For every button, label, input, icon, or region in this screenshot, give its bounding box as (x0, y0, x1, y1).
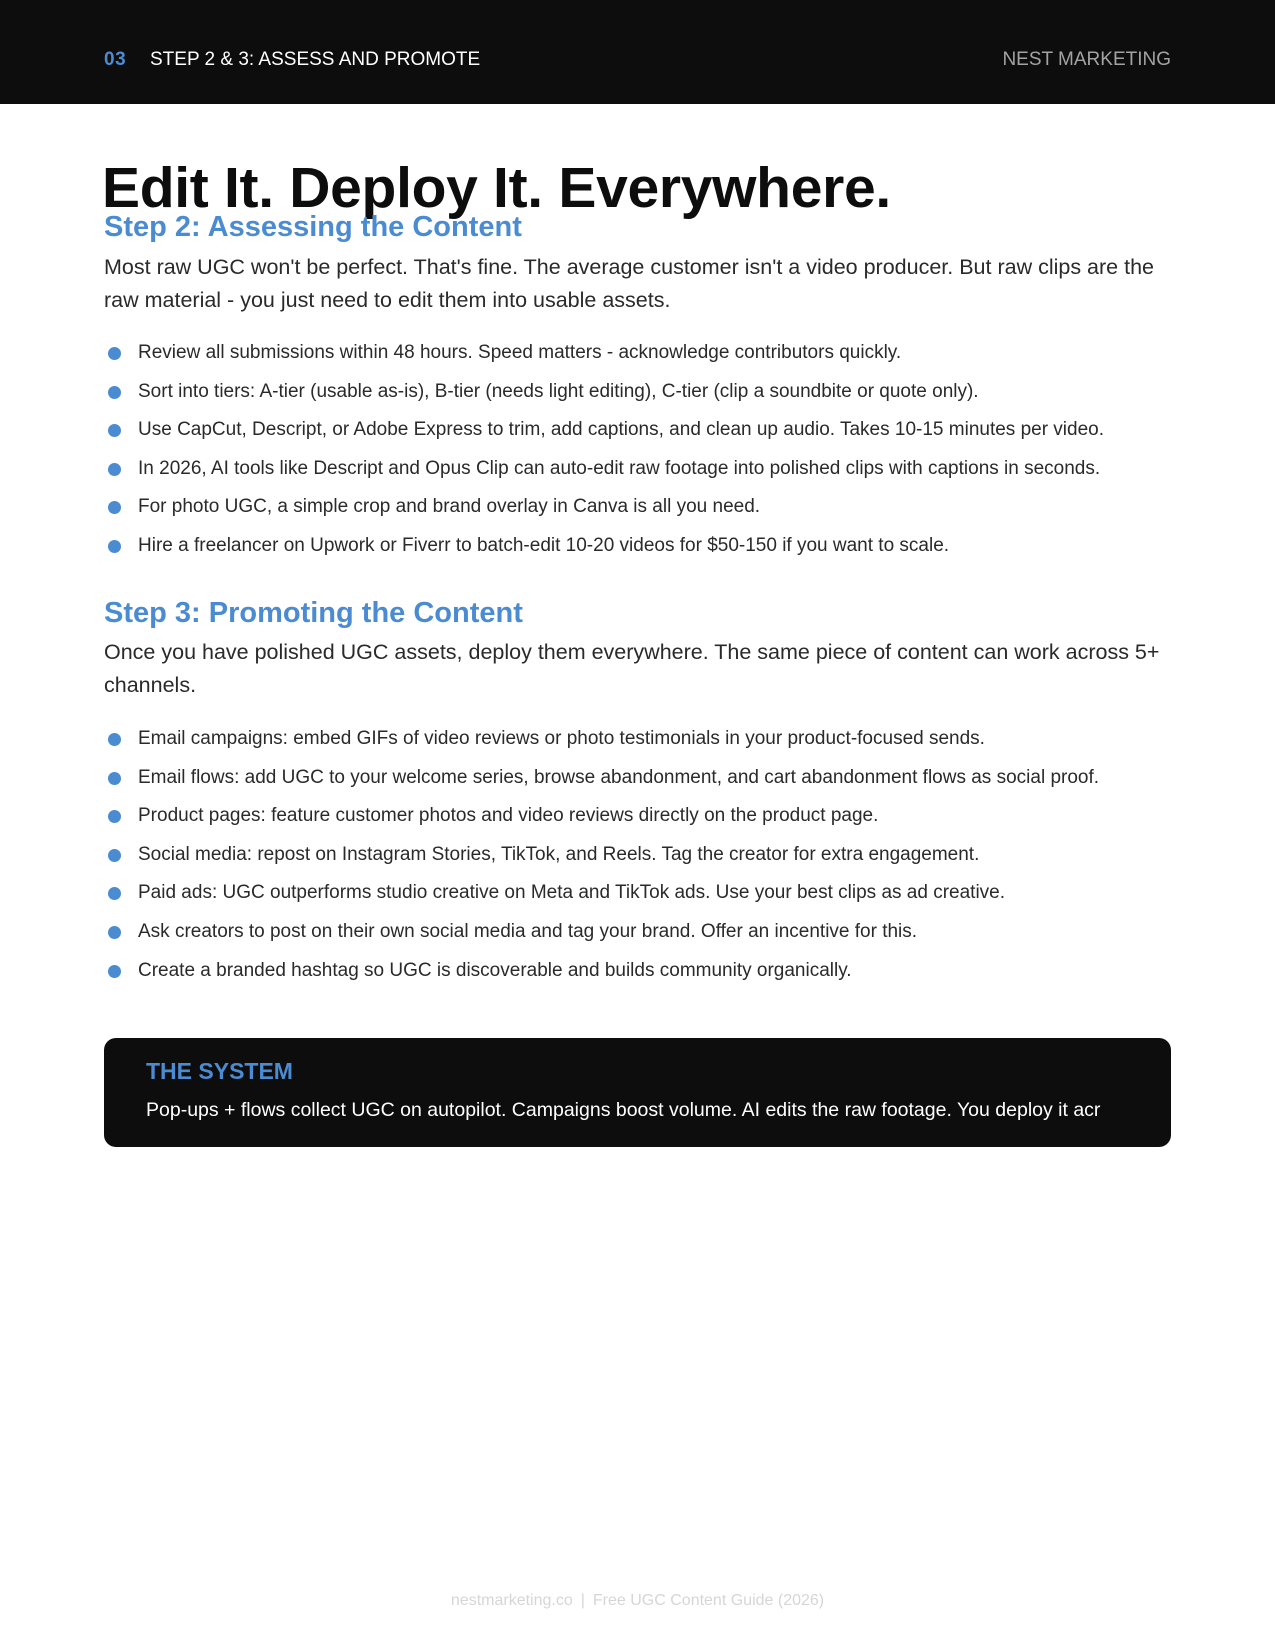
footer-separator: | (580, 1592, 585, 1609)
step2-bullet-list (104, 341, 1184, 573)
page-title: Edit It. Deploy It. Everywhere. (102, 156, 891, 220)
list-item (104, 495, 1184, 534)
bullet-icon (108, 463, 121, 476)
list-item-text: For photo UGC, a simple crop and brand overlay in Canva is all you need. (138, 496, 761, 518)
bullet-icon (108, 926, 121, 939)
list-item (104, 341, 1184, 380)
list-item-text: Sort into tiers: A-tier (usable as-is), B-tier (needs light editing), C-tier (clip a soundbite or quote only). (138, 380, 979, 402)
bullet-icon (108, 887, 121, 900)
bullet-icon (108, 849, 121, 862)
bullet-icon (108, 810, 121, 823)
footer-guide-title: Free UGC Content Guide (2026) (592, 1592, 825, 1609)
list-item-text: Email campaigns: embed GIFs of video reviews or photo testimonials in your product-focused sends. (138, 728, 985, 749)
list-item-text: Use CapCut, Descript, or Adobe Express to trim, add captions, and clean up audio. Takes 10-15 minutes per video. (138, 419, 1105, 441)
step3-heading: Step 3: Promoting the Content (104, 597, 523, 629)
step3-bullet-list (104, 727, 1184, 997)
list-item (104, 457, 1184, 496)
callout-label: THE SYSTEM (146, 1058, 293, 1084)
bullet-icon (108, 347, 121, 360)
list-item-text: Social media: repost on Instagram Stories, TikTok, and Reels. Tag the creator for extra engagement. (138, 843, 980, 865)
footer (0, 1592, 1275, 1610)
bullet-icon (108, 424, 121, 437)
header-bar (0, 0, 1275, 104)
list-item-text: In 2026, AI tools like Descript and Opus Clip can auto-edit raw footage into polished clips with captions in seconds. (138, 457, 1101, 479)
list-item (104, 418, 1184, 457)
list-item (104, 727, 1184, 766)
brand-name: NEST MARKETING (1002, 49, 1171, 70)
section-title: STEP 2 & 3: ASSESS AND PROMOTE (150, 49, 481, 70)
list-item-text: Paid ads: UGC outperforms studio creative on Meta and TikTok ads. Use your best clips as ad creative. (138, 882, 1006, 904)
list-item-text: Email flows: add UGC to your welcome series, browse abandonment, and cart abandonment flows as social proof. (138, 766, 1100, 788)
step3-intro: Once you have polished UGC assets, deploy them everywhere. The same piece of content can work across 5+ channels. (104, 640, 1160, 697)
bullet-icon (108, 386, 121, 399)
step2-heading: Step 2: Assessing the Content (104, 211, 522, 243)
callout-text: Pop-ups + flows collect UGC on autopilot. Campaigns boost volume. AI edits the raw footage. You deploy it acr (146, 1099, 1101, 1121)
page-number: 03 (104, 49, 127, 70)
bullet-icon (108, 540, 121, 553)
list-item (104, 804, 1184, 843)
list-item-text: Ask creators to post on their own social media and tag your brand. Offer an incentive for this. (138, 920, 918, 942)
list-item-text: Hire a freelancer on Upwork or Fiverr to batch-edit 10-20 videos for $50-150 if you want to scale. (138, 534, 950, 556)
list-item-text: Review all submissions within 48 hours. Speed matters - acknowledge contributors quickly. (138, 342, 902, 363)
list-item (104, 380, 1184, 419)
footer-site: nestmarketing.co (450, 1592, 573, 1609)
list-item (104, 920, 1184, 959)
list-item-text: Create a branded hashtag so UGC is discoverable and builds community organically. (138, 959, 852, 981)
list-item (104, 843, 1184, 882)
bullet-icon (108, 965, 121, 978)
list-item-text: Product pages: feature customer photos and video reviews directly on the product page. (138, 805, 879, 827)
list-item (104, 881, 1184, 920)
bullet-icon (108, 733, 121, 746)
step2-intro: Most raw UGC won't be perfect. That's fine. The average customer isn't a video producer. But raw clips are the raw material - you just need to edit them into usable assets. (104, 255, 1154, 312)
list-item (104, 959, 1184, 998)
system-callout (104, 1038, 1171, 1147)
bullet-icon (108, 501, 121, 514)
list-item (104, 766, 1184, 805)
list-item (104, 534, 1184, 573)
bullet-icon (108, 772, 121, 785)
